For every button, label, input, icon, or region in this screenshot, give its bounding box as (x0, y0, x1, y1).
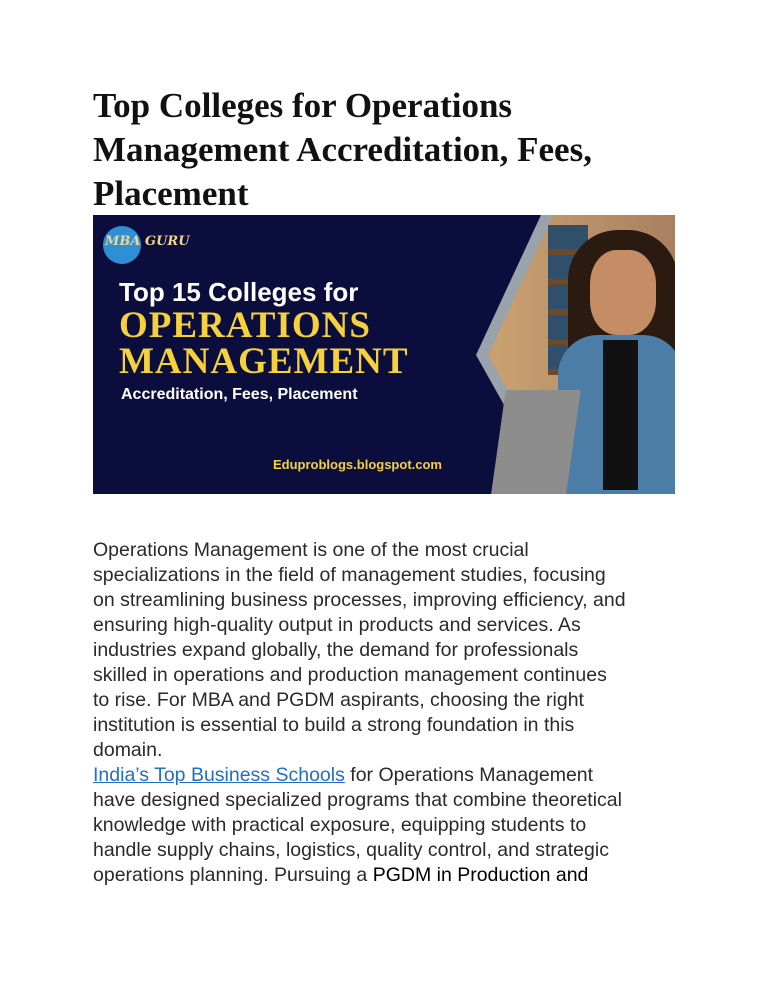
article-banner-image (93, 215, 675, 494)
banner-management: MANAGEMENT (119, 341, 409, 382)
text-line (93, 763, 713, 788)
logo-text: MBA GURU (105, 234, 190, 249)
text-line: institution is essential to build a strong foundation in this (93, 714, 575, 736)
emphasized-text: PGDM in Production and (372, 864, 589, 886)
banner-operations: OPERATIONS (119, 305, 371, 346)
text-line: to rise. For MBA and PGDM aspirants, choosing the right (93, 689, 584, 711)
text-fragment: for Operations Management (344, 764, 594, 786)
student-shirt (603, 340, 638, 490)
banner-line2 (119, 305, 409, 382)
text-line: specializations in the field of management studies, focusing (93, 564, 606, 586)
student-face (590, 250, 656, 335)
text-line: ensuring high-quality output in products and services. As (93, 614, 581, 636)
laptop (490, 390, 580, 494)
text-line: domain. (93, 739, 163, 761)
text-line: handle supply chains, logistics, quality control, and strategic (93, 839, 609, 861)
text-line: on streamlining business processes, improving efficiency, and (93, 589, 626, 611)
article-title: Top Colleges for Operations Management Accreditation, Fees, Placement (93, 86, 592, 213)
schools-paragraph (93, 763, 713, 888)
text-line (93, 863, 713, 888)
top-business-schools-link[interactable]: India’s Top Business Schools (93, 764, 345, 786)
text-line: industries expand globally, the demand for professionals (93, 639, 579, 661)
text-line: skilled in operations and production management continues (93, 664, 607, 686)
intro-paragraph (93, 538, 713, 763)
banner-line1: Top 15 Colleges for (119, 277, 359, 307)
text-fragment: operations planning. Pursuing a (93, 864, 373, 886)
text-line: have designed specialized programs that combine theoretical (93, 789, 622, 811)
banner-subtitle: Accreditation, Fees, Placement (121, 386, 358, 403)
text-line: knowledge with practical exposure, equipping students to (93, 814, 587, 836)
text-line: Operations Management is one of the most crucial (93, 539, 529, 561)
banner-website: Eduproblogs.blogspot.com (273, 457, 442, 472)
